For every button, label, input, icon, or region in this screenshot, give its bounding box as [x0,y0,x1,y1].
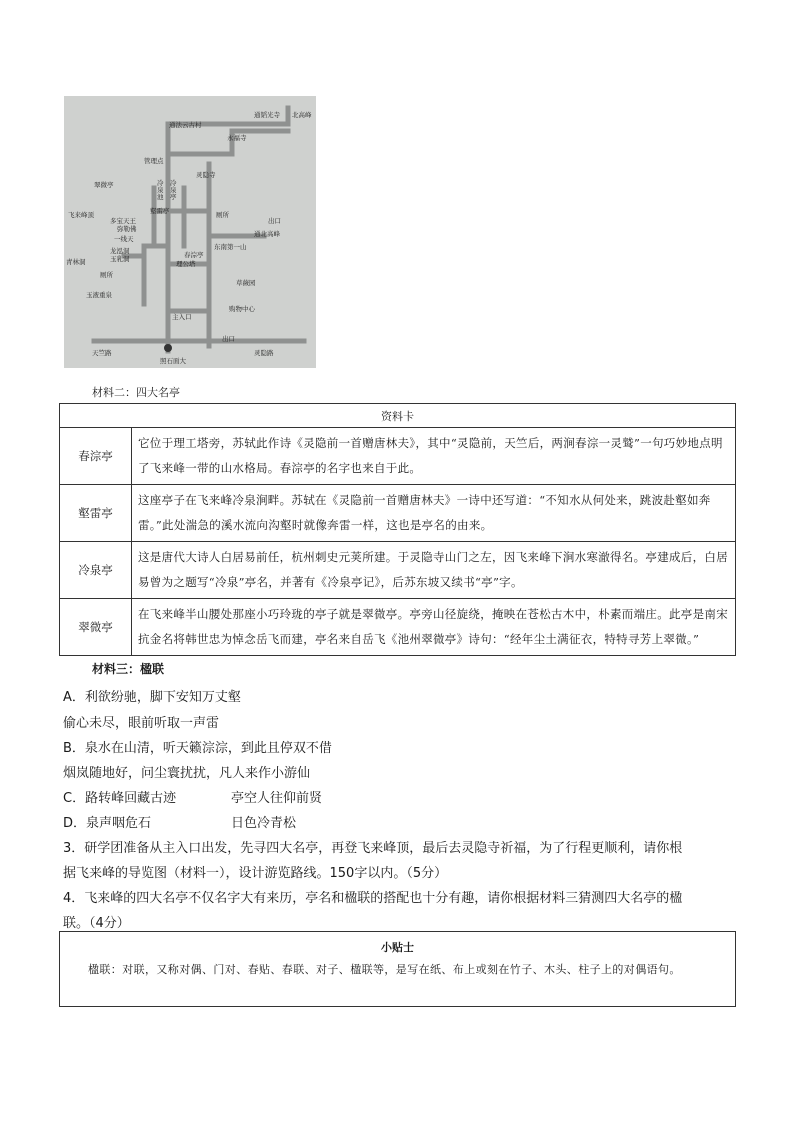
map-label: 龙泓洞 [110,247,130,255]
pavilion-text: 这是唐代大诗人白居易前任，杭州刺史元荚所建。于灵隐寺山门之左，因飞来峰下涧水寒澈得名。亭建成后，白居易曾为之题写“冷泉”亭名，并著有《冷泉亭记》，后苏东坡又续书“亭”字。 [132,542,736,599]
map-label: 一线天 [114,235,134,243]
map-label: 管理点 [144,157,164,165]
map-label: 翠微亭 [94,181,114,189]
couplet-line: 烟岚随地好，问尘寰扰扰，凡人来作小游仙 [63,766,311,781]
map-label: 出口 [222,335,235,343]
card-header: 资料卡 [60,404,736,428]
map-label: 主入口 [172,313,192,321]
map-label: 厕所 [216,211,229,219]
question-4-line-1: 4．飞来峰的四大名亭不仅名字大有来历，亭名和楹联的搭配也十分有趣，请你根据材料三猜测四大名亭的楹 [63,891,683,906]
question-3-line-1: 3．研学团准备从主入口出发，先寻四大名亭，再登飞来峰顶，最后去灵隐寺祈福，为了行程更顺利，请你根 [63,841,683,856]
info-card-table [59,403,736,656]
map-label: 壑雷亭 [150,207,170,215]
material-3-title: 材料三：楹联 [92,662,165,676]
pavilion-name: 壑雷亭 [60,485,132,542]
tip-body: 楹联：对联，又称对偶、门对、春贴、春联、对子、楹联等，是写在纸、布上或刻在竹子、木头、柱子上的对偶语句。 [88,963,681,976]
couplet-line: 偷心未尽，眼前听取一声雷 [63,716,220,731]
table-row [60,428,736,485]
map-label: 出口 [268,217,281,225]
tip-box [59,931,736,1007]
pavilion-text: 这座亭子在飞来峰冷泉涧畔。苏轼在《灵隐前一首赠唐林夫》一诗中还写道：“不知水从何处来，跳波赴壑如奔雷。”此处湍急的溪水流向沟壑时就像奔雷一样，这也是亭名的由来。 [132,485,736,542]
map-label: 永福寺 [227,134,247,142]
map-label: 草薇园 [236,279,256,287]
map-label: 北高峰 [292,111,312,119]
map-label: 多宝天王 [110,217,136,225]
map-label: 东南第一山 [214,243,247,251]
map-label: 购物中心 [229,305,255,313]
pavilion-text: 它位于理工塔旁，苏轼此作诗《灵隐前一首赠唐林夫》，其中“灵隐前，天竺后，两涧春淙一灵鹫”一句巧妙地点明了飞来峰一带的山水格局。春淙亭的名字也来自于此。 [132,428,736,485]
pavilion-text: 在飞来峰半山腰处那座小巧玲珑的亭子就是翠微亭。亭旁山径旋绕，掩映在苍松古木中，朴素而端庄。此亭是南宋抗金名将韩世忠为悼念岳飞而建，亭名来自岳飞《池州翠微亭》诗句：“经年尘土满征衣，特特寻芳上翠微。” [132,599,736,656]
material-2-title: 材料二：四大名亭 [92,386,180,399]
map-label: 春淙亭 [184,251,204,259]
table-row [60,485,736,542]
map-label: 玉乳洞 [110,255,130,263]
map-label: 冷泉亭 [170,179,177,201]
map-label: 弥勒佛 [117,225,137,233]
couplet-line: 日色冷青松 [231,816,297,831]
table-row [60,599,736,656]
map-label: 天竺路 [92,349,112,357]
map-label: 灵隐寺 [196,171,216,179]
map-label: 冷泉池 [157,179,164,201]
couplet-line: C．路转峰回藏古迹 [63,791,177,806]
map-label: 照石面大 [160,357,186,365]
guide-map [64,96,316,368]
pavilion-name: 冷泉亭 [60,542,132,599]
map-label: 青林洞 [66,258,86,266]
couplet-line: A．利欲纷驰，脚下安知万丈壑 [63,690,241,705]
pavilion-name: 春淙亭 [60,428,132,485]
map-label: 通法云古村 [169,121,202,129]
map-label: 灵隐路 [254,349,274,357]
map-label: 理公塔 [176,260,196,268]
map-label: 玉液重泉 [86,291,112,299]
map-label: 飞来峰顶 [68,211,94,219]
table-row [60,542,736,599]
couplet-line: D．泉声咽危石 [63,816,152,831]
map-label: 通北高峰 [254,230,280,238]
map-label: 厕所 [100,271,113,279]
couplet-line: 亭空人往仰前贤 [231,791,323,806]
map-label: 通韬光寺 [254,111,280,119]
pavilion-name: 翠微亭 [60,599,132,656]
question-4-line-2: 联。（4分） [63,916,130,931]
question-3-line-2: 据飞来峰的导览图（材料一），设计游览路线。150字以内。（5分） [63,866,448,881]
tip-title: 小贴士 [381,941,414,954]
couplet-line: B．泉水在山清，听天籁淙淙，到此且停双不借 [63,741,332,756]
